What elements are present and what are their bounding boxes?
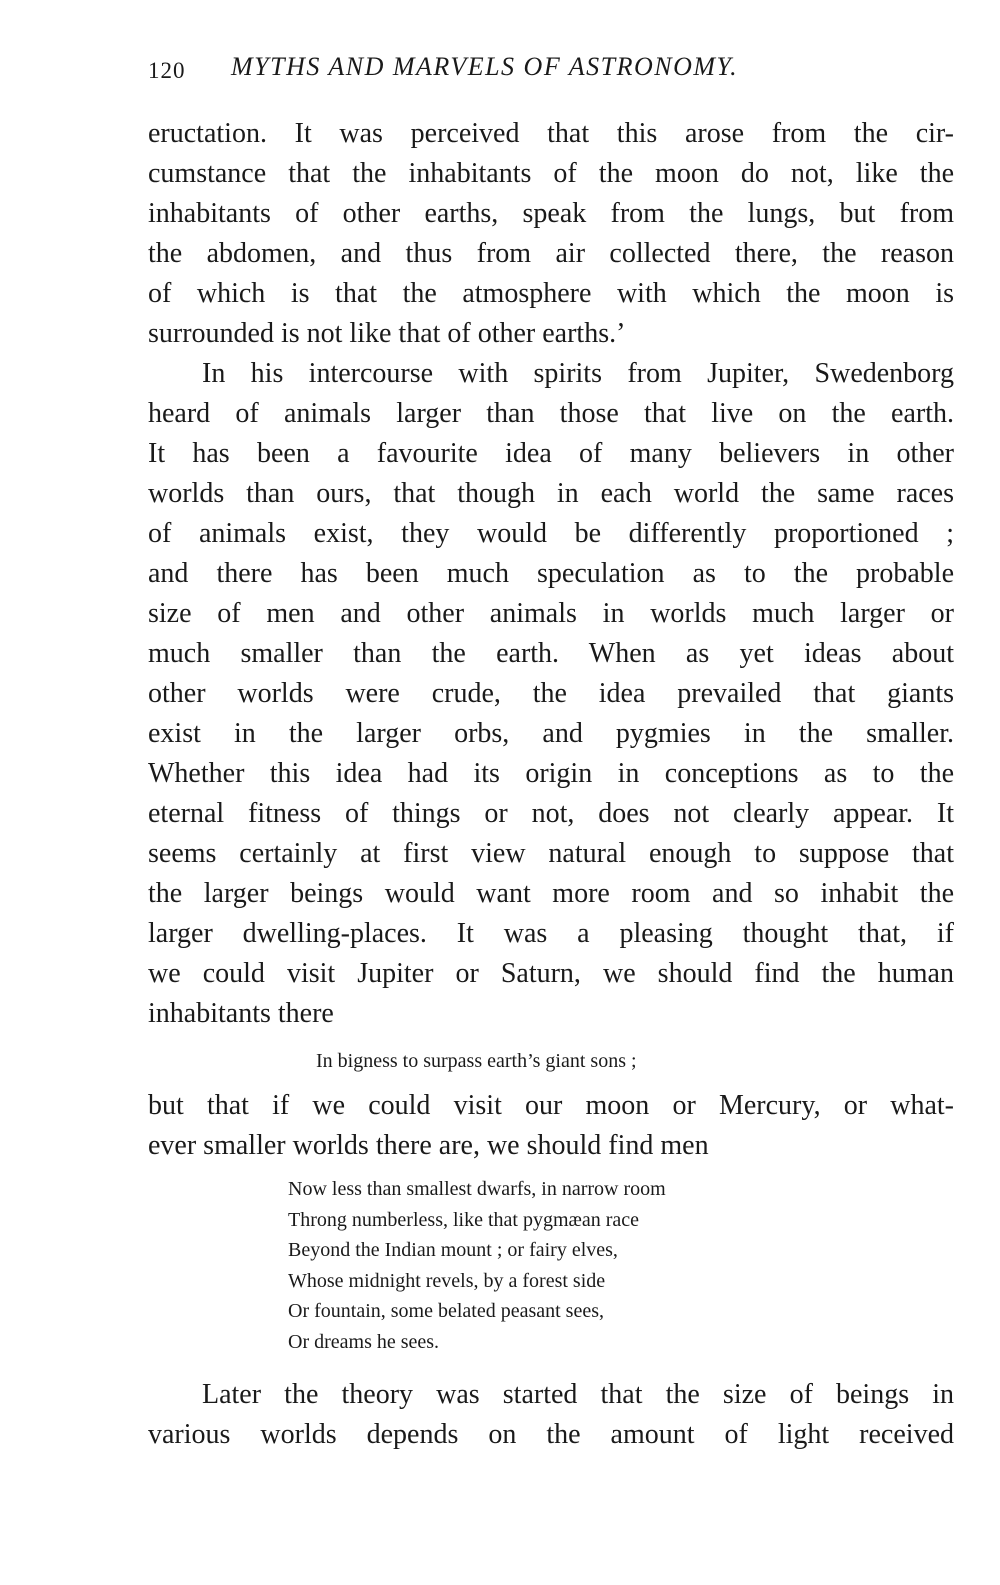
verse-line: Now less than smallest dwarfs, in narrow room xyxy=(288,1178,666,1200)
text-line: but that if we could visit our moon or Mercury, or what- xyxy=(148,1090,954,1121)
text-line: we could visit Jupiter or Saturn, we should find the human xyxy=(148,958,954,989)
text-line: surrounded is not like that of other earths.’ xyxy=(148,318,626,349)
running-title: MYTHS AND MARVELS OF ASTRONOMY. xyxy=(231,52,739,81)
verse-line: Beyond the Indian mount ; or fairy elves, xyxy=(288,1239,618,1261)
text-line: exist in the larger orbs, and pygmies in the smaller. xyxy=(148,718,954,749)
text-line: size of men and other animals in worlds much larger or xyxy=(148,598,954,629)
page-number: 120 xyxy=(148,58,186,83)
text-line: ever smaller worlds there are, we should find men xyxy=(148,1130,709,1161)
paragraph-4 xyxy=(148,1375,954,1455)
running-head xyxy=(148,52,954,92)
text-line: It has been a favourite idea of many believers in other xyxy=(148,438,954,469)
text-line: much smaller than the earth. When as yet ideas about xyxy=(148,638,954,669)
text-line: the abdomen, and thus from air collected there, the reason xyxy=(148,238,954,269)
text-line: other worlds were crude, the idea prevailed that giants xyxy=(148,678,954,709)
text-line: inhabitants of other earths, speak from the lungs, but from xyxy=(148,198,954,229)
text-line: larger dwelling-places. It was a pleasing thought that, if xyxy=(148,918,954,949)
block-quote: In bigness to surpass earth’s giant sons ; xyxy=(316,1050,637,1072)
text-line: worlds than ours, that though in each world the same races xyxy=(148,478,954,509)
text-line: heard of animals larger than those that live on the earth. xyxy=(148,398,954,429)
text-line: of which is that the atmosphere with which the moon is xyxy=(148,278,954,309)
body-text xyxy=(148,114,954,1455)
text-line: In his intercourse with spirits from Jupiter, Swedenborg xyxy=(202,358,954,389)
text-line: seems certainly at first view natural enough to suppose that xyxy=(148,838,954,869)
text-line: eternal fitness of things or not, does not clearly appear. It xyxy=(148,798,954,829)
verse-line: Throng numberless, like that pygmæan race xyxy=(288,1208,640,1231)
text-line: Later the theory was started that the size of beings in xyxy=(202,1379,954,1410)
text-line: cumstance that the inhabitants of the moon do not, like the xyxy=(148,158,954,189)
verse-line: Whose midnight revels, by a forest side xyxy=(288,1269,606,1292)
text-line: the larger beings would want more room and so inhabit the xyxy=(148,878,954,909)
paragraph-1 xyxy=(148,114,954,354)
verse-quotation xyxy=(288,1174,954,1357)
text-line: and there has been much speculation as to the probable xyxy=(148,558,954,589)
text-line: Whether this idea had its origin in conceptions as to the xyxy=(148,758,954,789)
paragraph-3 xyxy=(148,1086,954,1166)
text-line: eructation. It was perceived that this arose from the cir- xyxy=(148,118,954,149)
paragraph-2 xyxy=(148,354,954,1034)
verse-line: Or fountain, some belated peasant sees, xyxy=(288,1300,605,1322)
text-line: of animals exist, they would be differently proportioned ; xyxy=(148,518,954,549)
verse-line: Or dreams he sees. xyxy=(288,1330,440,1353)
text-line: various worlds depends on the amount of light received xyxy=(148,1419,954,1450)
text-line: inhabitants there xyxy=(148,998,334,1029)
